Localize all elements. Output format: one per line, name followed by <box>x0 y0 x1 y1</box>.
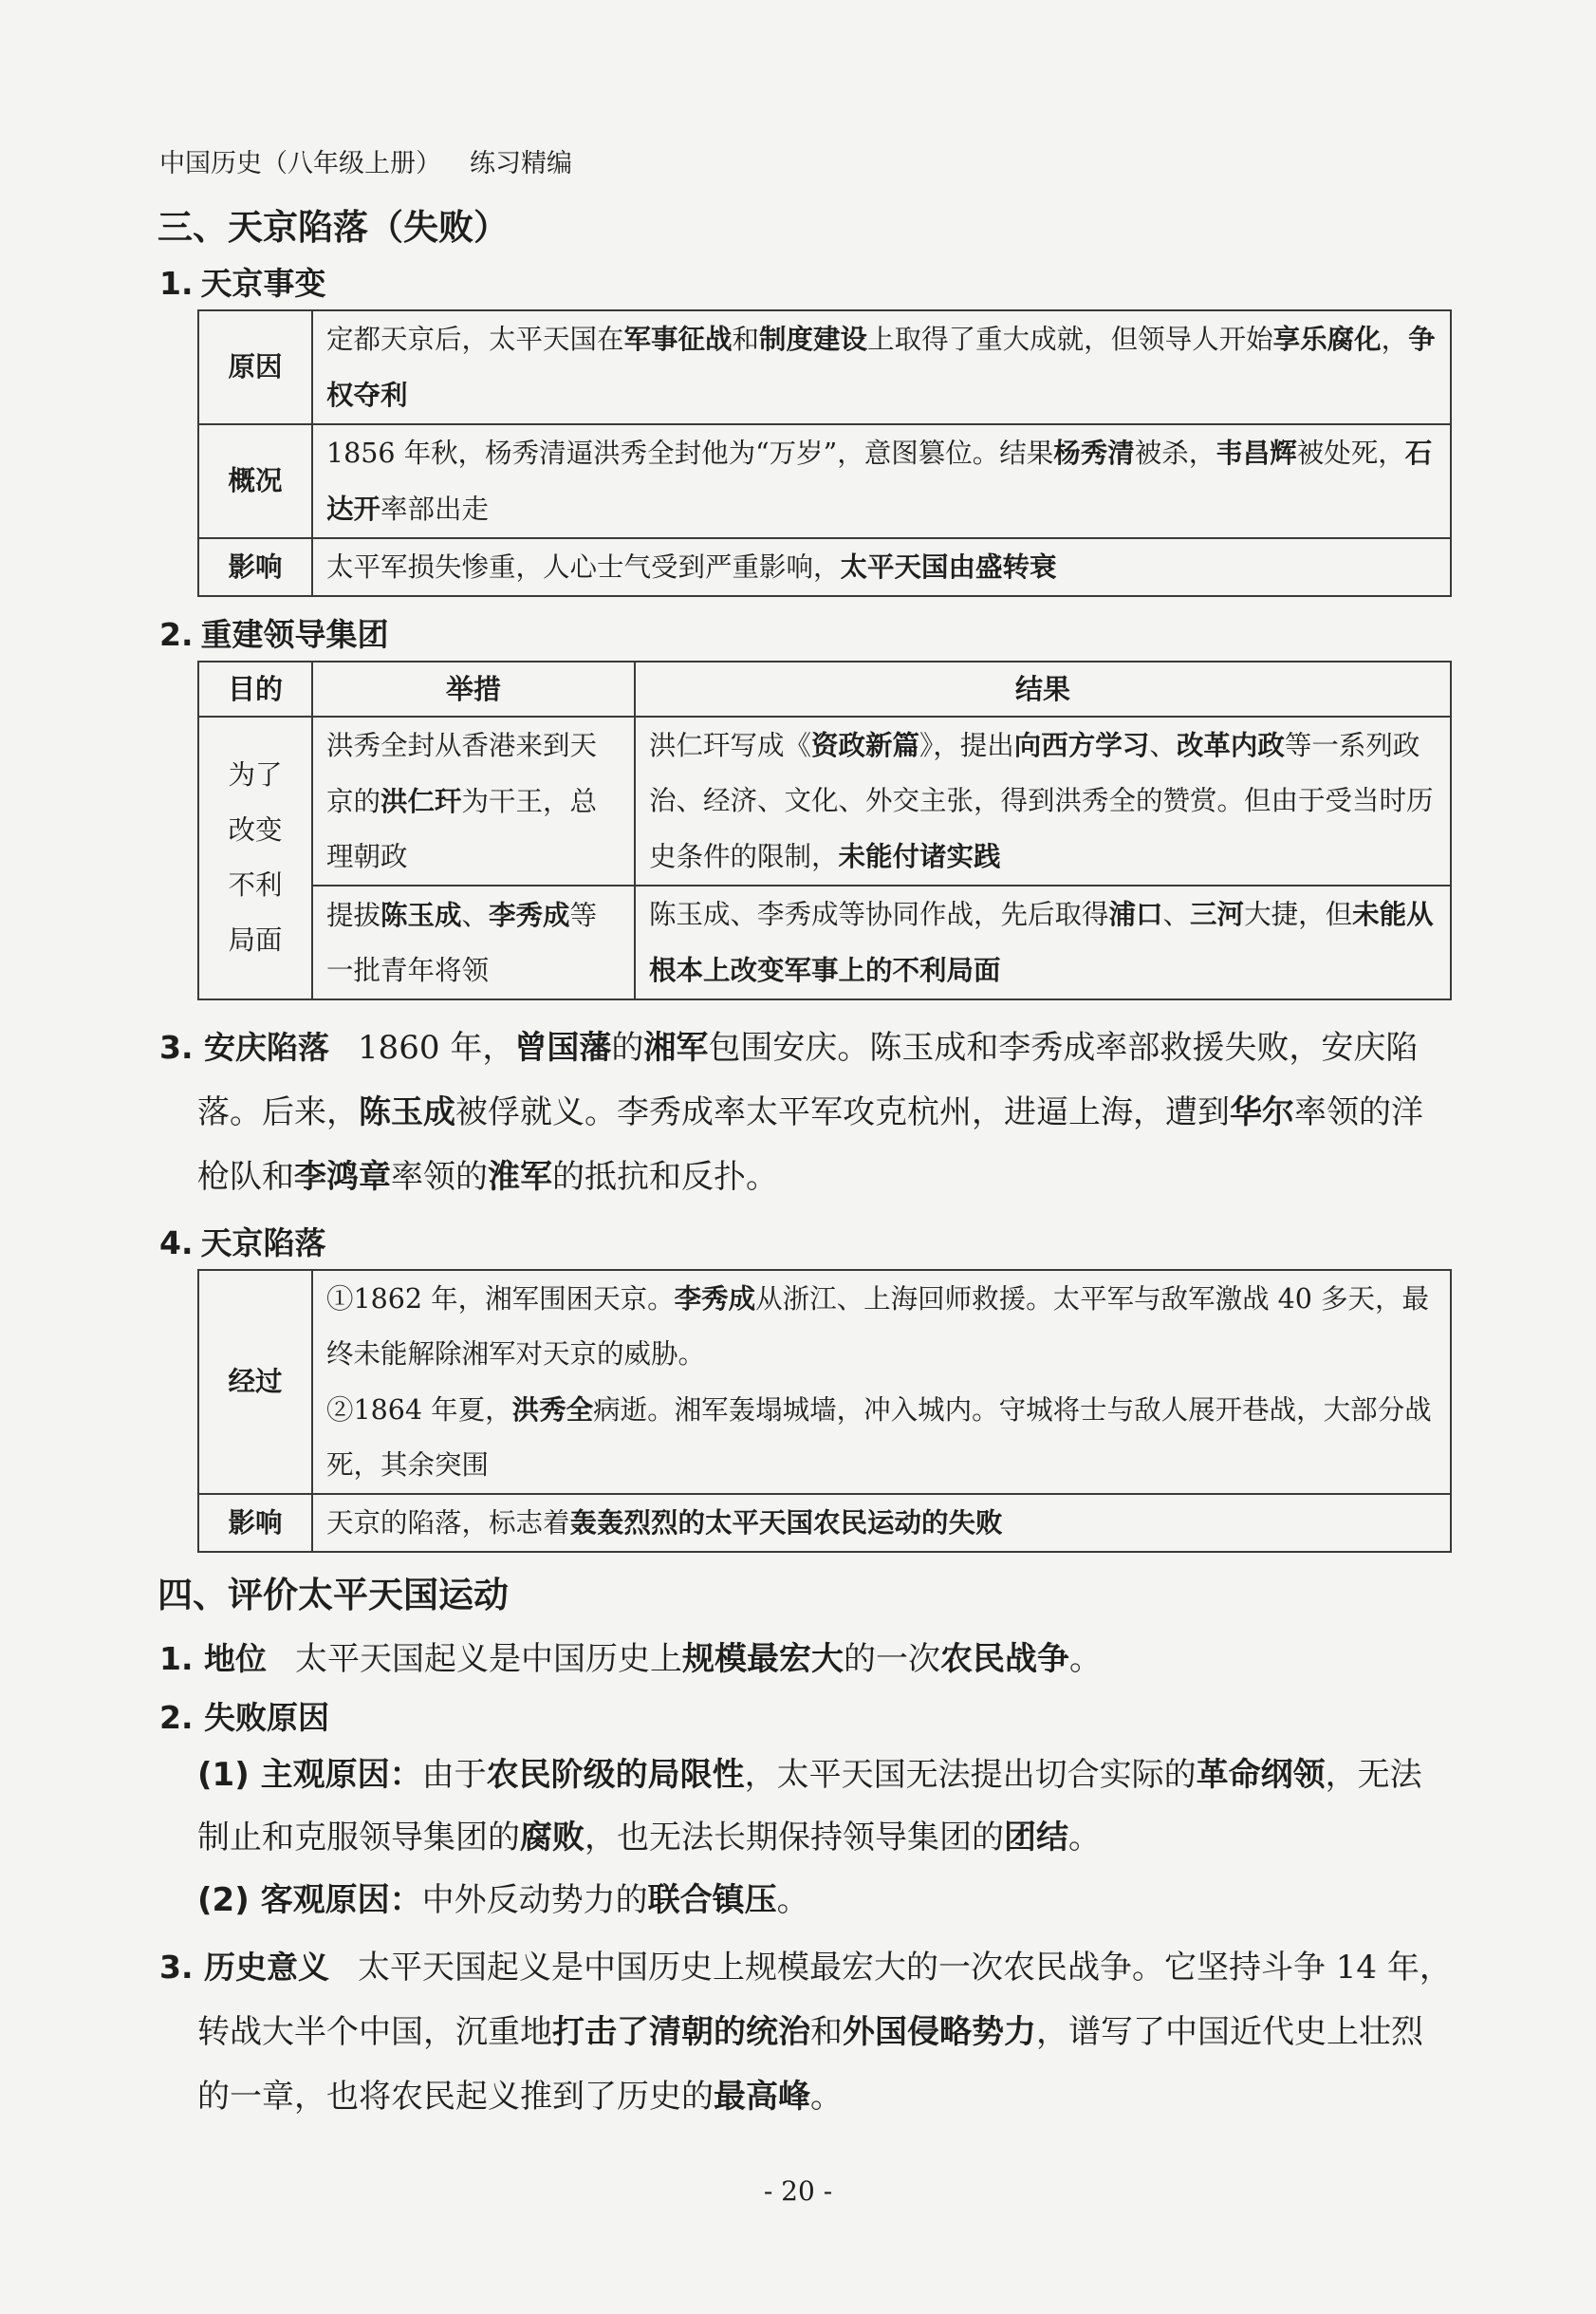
row-text: 太平军损失惨重，人心士气受到严重影响，太平天国由盛转衰 <box>312 538 1451 596</box>
tianjing-fall-table <box>197 1269 1452 1553</box>
table-row <box>198 1494 1451 1552</box>
header-result: 结果 <box>635 662 1451 717</box>
measure-cell: 洪秀全封从香港来到天京的洪仁玕为干王，总理朝政 <box>312 717 635 886</box>
result-cell: 洪仁玕写成《资政新篇》，提出向西方学习、改革内政等一系列政治、经济、文化、外交主张，得到洪秀全的赞赏。但由于受当时历史条件的限制，未能付诸实践 <box>635 717 1451 886</box>
result-cell: 陈玉成、李秀成等协同作战，先后取得浦口、三河大捷，但未能从根本上改变军事上的不利局面 <box>635 886 1451 999</box>
page-number: - 20 - <box>763 2175 833 2207</box>
running-header <box>159 142 1454 179</box>
row-label: 概况 <box>198 424 312 538</box>
significance-paragraph: 3. 历史意义 太平天国起义是中国历史上规模最宏大的一次农民战争。它坚持斗争 14 年，转战大半个中国，沉重地打击了清朝的统治和外国侵略势力，谱写了中国近代史上壮烈的一章，也将农民起义推到了历史的最高峰。 <box>159 1949 1452 2116</box>
list-item: (1) 主观原因：由于农民阶级的局限性，太平天国无法提出切合实际的革命纲领，无法制止和克服领导集团的腐败，也无法长期保持领导集团的团结。 <box>197 1756 1422 1857</box>
leadership-table <box>197 661 1452 1000</box>
event-item: ②1864 年夏，洪秀全病逝。湘军轰塌城墙，冲入城内。守城将士与敌人展开巷战，大部分战死，其余突围 <box>326 1393 1432 1481</box>
events-cell <box>312 1270 1451 1494</box>
row-label: 原因 <box>198 310 312 424</box>
header-purpose: 目的 <box>198 662 312 717</box>
row-label: 经过 <box>198 1270 312 1494</box>
table-header-row <box>198 662 1451 717</box>
row-text: 定都天京后，太平天国在军事征战和制度建设上取得了重大成就，但领导人开始享乐腐化，争权夺利 <box>312 310 1451 424</box>
failure-reasons-title: 2. 失败原因 <box>159 1699 329 1736</box>
anqing-paragraph: 3. 安庆陷落 1860 年，曾国藩的湘军包围安庆。陈玉成和李秀成率部救援失败，安庆陷落。后来，陈玉成被俘就义。李秀成率太平军攻克杭州，进逼上海，遭到华尔率领的洋枪队和李鸿章率领的淮军的抵抗和反扑。 <box>159 1029 1423 1196</box>
purpose-cell: 为了 改变 不利 局面 <box>198 717 312 999</box>
header-measure: 举措 <box>312 662 635 717</box>
measure-cell: 提拔陈玉成、李秀成等一批青年将领 <box>312 886 635 999</box>
section-4-title: 四、评价太平天国运动 <box>158 1575 509 1615</box>
table-row <box>198 1270 1451 1494</box>
table-row <box>198 424 1451 538</box>
status-paragraph: 1. 地位 太平天国起义是中国历史上规模最宏大的一次农民战争。 <box>159 1640 1102 1678</box>
row-text: 1856 年秋，杨秀清逼洪秀全封他为“万岁”，意图篡位。结果杨秀清被杀，韦昌辉被处死，石达开率部出走 <box>312 424 1451 538</box>
section-3-title: 三、天京陷落（失败） <box>158 207 509 248</box>
tianjing-incident-table <box>197 309 1452 597</box>
row-label: 影响 <box>198 1494 312 1552</box>
list-item: (2) 客观原因：中外反动势力的联合镇压。 <box>197 1881 809 1919</box>
subsection-2-title: 2. 重建领导集团 <box>159 616 389 653</box>
book-title: 中国历史（八年级上册） <box>159 149 441 178</box>
table-row <box>198 310 1451 424</box>
subsection-4-title: 4. 天京陷落 <box>159 1224 326 1261</box>
series-title: 练习精编 <box>470 149 572 178</box>
subsection-1-title: 1. 天京事变 <box>159 265 326 302</box>
table-row <box>198 717 1451 886</box>
failure-reasons-list <box>197 1744 1454 1931</box>
table-row <box>198 886 1451 999</box>
row-label: 影响 <box>198 538 312 596</box>
table-row <box>198 538 1451 596</box>
event-item: ①1862 年，湘军围困天京。李秀成从浙江、上海回师救援。太平军与敌军激战 40 多天，最终未能解除湘军对天京的威胁。 <box>326 1282 1429 1370</box>
row-text: 天京的陷落，标志着轰轰烈烈的太平天国农民运动的失败 <box>312 1494 1451 1552</box>
